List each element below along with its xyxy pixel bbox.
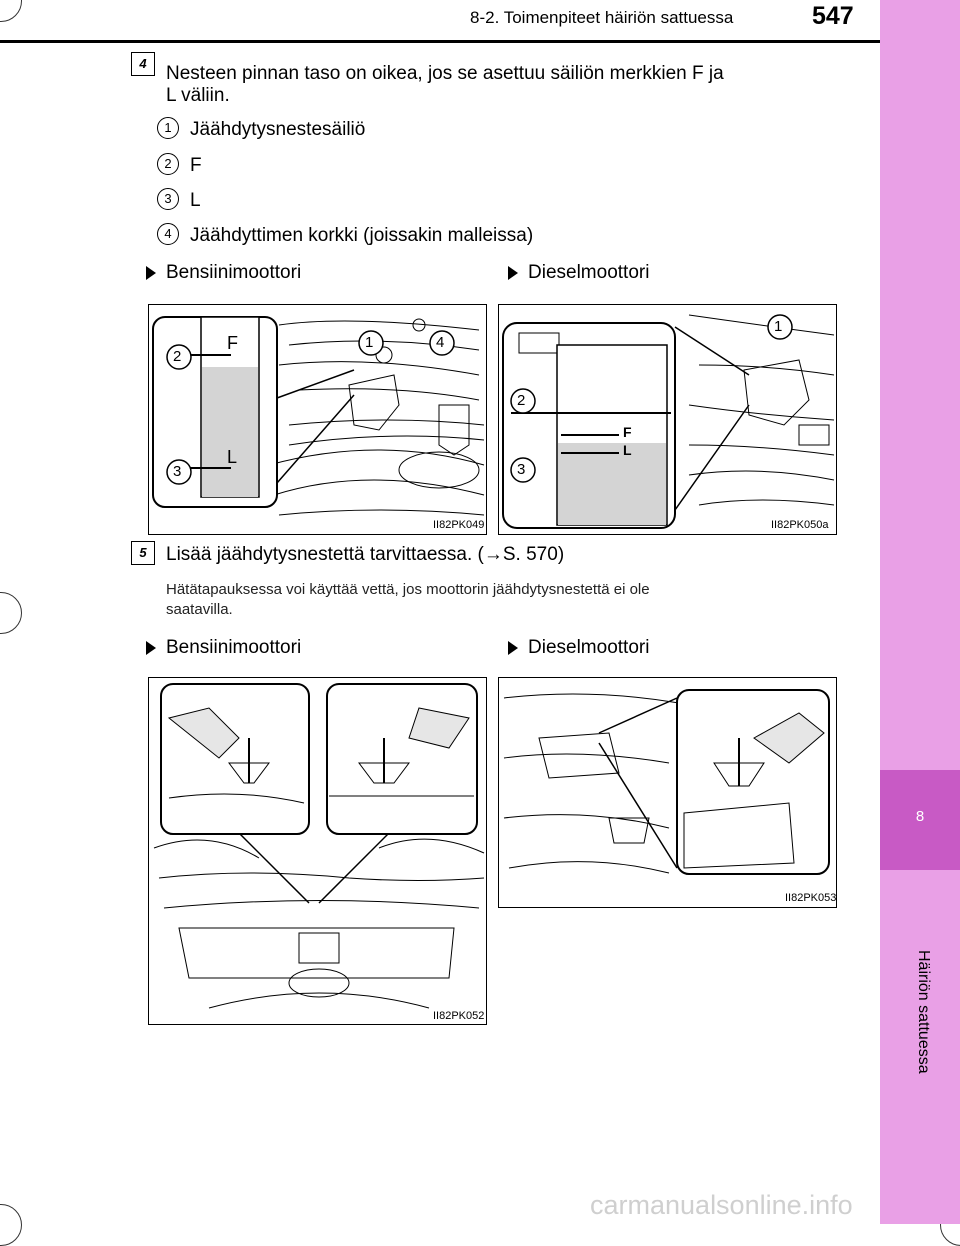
figure-code: II82PK049 — [433, 519, 485, 531]
bullet-triangle-icon — [146, 266, 156, 280]
callout-2: 2 — [517, 392, 526, 409]
figure-diesel-coolant-level — [498, 304, 837, 535]
figure-code: II82PK050a — [771, 519, 829, 531]
mark-F: F — [623, 424, 632, 440]
crop-mark-top-left — [0, 0, 22, 22]
step-4-badge: 4 — [131, 52, 155, 76]
section-title: 8-2. Toimenpiteet häiriön sattuessa — [470, 8, 734, 27]
watermark: carmanualsonline.info — [590, 1190, 853, 1220]
figure-petrol-coolant-level — [148, 304, 487, 535]
step-4-text-line2: L väliin. — [166, 85, 230, 106]
item-4-number: 4 — [157, 223, 179, 245]
engine-bay-illustration — [499, 305, 836, 534]
crop-mark-mid-left — [0, 592, 22, 634]
callout-3: 3 — [517, 461, 526, 478]
step-4-left-heading: Bensiinimoottori — [166, 262, 302, 283]
figure-code: II82PK052 — [433, 1010, 485, 1022]
item-2-label: F — [190, 155, 202, 176]
page-number: 547 — [812, 2, 854, 30]
chapter-number: 8 — [915, 808, 925, 825]
step-5-note-line2: saatavilla. — [166, 601, 233, 618]
mark-L: L — [227, 447, 238, 467]
item-1-label: Jäähdytysnestesäiliö — [190, 119, 366, 140]
item-3-label: L — [190, 190, 201, 211]
figure-petrol-add-coolant — [148, 677, 487, 1025]
callout-1: 1 — [774, 318, 783, 335]
step-5-right-heading: Dieselmoottori — [528, 637, 650, 658]
step-5-note-line1: Hätätapauksessa voi käyttää vettä, jos moottorin jäähdytysnestettä ei ole — [166, 581, 650, 598]
crop-mark-bottom-left — [0, 1204, 22, 1246]
coolant-refill-illustration — [499, 678, 836, 907]
step-5-badge: 5 — [131, 541, 155, 565]
bullet-triangle-icon — [508, 641, 518, 655]
step-4-text-line1: Nesteen pinnan taso on oikea, jos se asettuu säiliön merkkien F ja — [166, 63, 724, 84]
item-2-number: 2 — [157, 153, 179, 175]
figure-code: II82PK053 — [785, 892, 837, 904]
item-1-number: 1 — [157, 117, 179, 139]
step-5-left-heading: Bensiinimoottori — [166, 637, 302, 658]
callout-4: 4 — [436, 334, 445, 351]
callout-2: 2 — [173, 348, 182, 365]
callout-1: 1 — [365, 334, 374, 351]
mark-F: F — [227, 333, 238, 353]
bullet-triangle-icon — [508, 266, 518, 280]
header-rule — [0, 40, 880, 43]
item-3-number: 3 — [157, 188, 179, 210]
bullet-triangle-icon — [146, 641, 156, 655]
step-4-right-heading: Dieselmoottori — [528, 262, 650, 283]
step-5-text: Lisää jäähdytysnestettä tarvittaessa. (→S. 570) — [166, 544, 565, 565]
figure-diesel-add-coolant — [498, 677, 837, 908]
chapter-title: Häiriön sattuessa — [915, 950, 932, 1074]
callout-3: 3 — [173, 463, 182, 480]
item-4-label: Jäähdyttimen korkki (joissakin malleissa) — [190, 225, 534, 246]
coolant-refill-illustration — [149, 678, 486, 1024]
mark-L: L — [623, 442, 632, 458]
